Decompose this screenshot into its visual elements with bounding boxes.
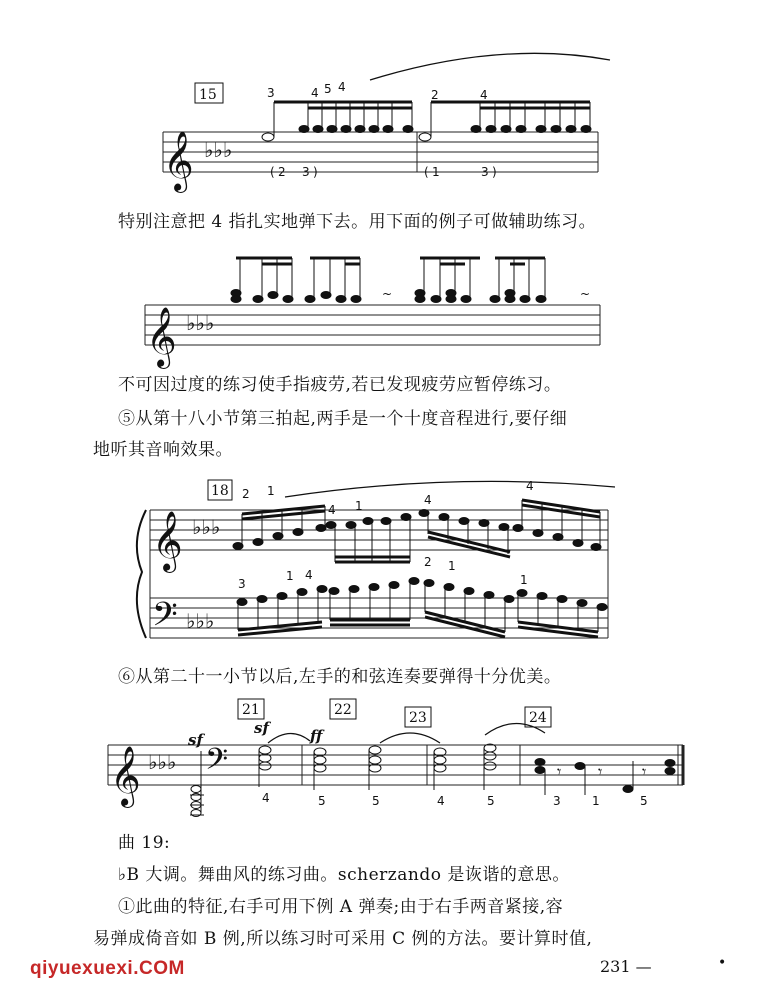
measure-number: 21 (242, 702, 260, 718)
fingering: 2 (431, 88, 439, 102)
fingering: 5 (487, 794, 495, 808)
dynamic-mark: sf (188, 731, 203, 749)
fingering: 1 (448, 559, 456, 573)
flat-icon: ♭♭♭ (204, 138, 233, 162)
paragraph: 特别注意把 4 指扎实地弹下去。用下面的例子可做辅助练习。 (118, 212, 597, 232)
fingering: 2 (242, 487, 250, 501)
fingering: 1 (520, 573, 528, 587)
fingering: 5 (640, 794, 648, 808)
tie (380, 733, 440, 743)
rest-icon: 𝄾 (642, 762, 647, 781)
paragraph: ⑤从第十八小节第三拍起,两手是一个十度音程进行,要仔细 (118, 409, 568, 429)
fingering: 4 (437, 794, 445, 808)
fingering: 3 (267, 86, 275, 100)
bass-clef-icon: 𝄢 (205, 743, 229, 784)
fingering: 5 (318, 794, 326, 808)
fingering: ( (424, 165, 429, 179)
fingering: 4 (328, 503, 336, 517)
rest-icon: 𝄾 (557, 762, 562, 781)
fingering: 4 (424, 493, 432, 507)
flat-icon: ♭♭♭ (186, 609, 215, 633)
fingering: 1 (286, 569, 294, 583)
paragraph: ♭B 大调。舞曲风的练习曲。scherzando 是诙谐的意思。 (118, 865, 570, 885)
page-number: 231 — (600, 957, 652, 976)
fingering: 4 (338, 80, 346, 94)
note-group (262, 102, 413, 141)
fingering: 4 (262, 791, 270, 805)
fingering: 2 (424, 555, 432, 569)
measure-number: 22 (334, 702, 352, 718)
fingering: ) (313, 165, 318, 179)
slur (285, 481, 615, 497)
dynamic-mark: ff (310, 727, 323, 745)
fingering: ( (270, 165, 275, 179)
measure-number: 18 (211, 483, 229, 499)
fingering: ) (492, 165, 497, 179)
fingering: 3 (553, 794, 561, 808)
music-example-aux (0, 250, 772, 370)
tie (268, 733, 310, 743)
dynamic-mark: sf (254, 719, 269, 737)
paragraph: 易弹成倚音如 B 例,所以练习时可采用 C 例的方法。要计算时值, (93, 929, 593, 949)
flat-icon: ♭♭♭ (186, 311, 215, 335)
fingering: 2 (278, 165, 286, 179)
fingering: 4 (311, 86, 319, 100)
paragraph: 不可因过度的练习使手指疲劳,若已发现疲劳应暂停练习。 (118, 375, 562, 395)
fingering: 5 (324, 82, 332, 96)
treble-clef-icon: 𝄞 (146, 307, 177, 367)
paragraph: 地听其音响效果。 (93, 440, 233, 460)
measure-number: 24 (529, 710, 547, 726)
dot-mark: • (718, 955, 727, 971)
flat-icon: ♭♭♭ (192, 515, 221, 539)
fingering: 1 (355, 499, 363, 513)
music-example-15 (0, 0, 772, 200)
tilde-mark: ~ (580, 287, 591, 301)
fingering: 3 (238, 577, 246, 591)
watermark: qiyuexuexi.COM (30, 958, 185, 979)
music-example-21 (0, 695, 772, 835)
flat-icon: ♭♭♭ (148, 750, 177, 774)
fingering: 3 (302, 165, 310, 179)
note-group (233, 500, 601, 562)
paragraph: ①此曲的特征,右手可用下例 A 弹奏;由于右手两音紧接,容 (118, 897, 564, 917)
fingering: 1 (267, 484, 275, 498)
fingering: 4 (526, 479, 534, 493)
fingering: 3 (481, 165, 489, 179)
rest-icon: 𝄾 (598, 762, 603, 781)
fingering: 4 (480, 88, 488, 102)
treble-clef-icon: 𝄞 (152, 511, 183, 571)
music-example-18 (0, 462, 772, 662)
note-group (419, 102, 591, 141)
tilde-mark: ~ (382, 287, 393, 301)
brace-icon (137, 510, 146, 638)
treble-clef-icon: 𝄞 (110, 746, 141, 806)
measure-number: 23 (409, 710, 427, 726)
bass-clef-icon: 𝄢 (152, 596, 178, 642)
paragraph: ⑥从第二十一小节以后,左手的和弦连奏要弹得十分优美。 (118, 667, 562, 687)
treble-clef-icon: 𝄞 (163, 131, 194, 191)
fingering: 1 (432, 165, 440, 179)
measure-number: 15 (199, 87, 217, 103)
fingering: 1 (592, 794, 600, 808)
fingering: 5 (372, 794, 380, 808)
section-heading: 曲 19: (118, 833, 171, 853)
fingering: 4 (305, 568, 313, 582)
slur (370, 53, 610, 80)
